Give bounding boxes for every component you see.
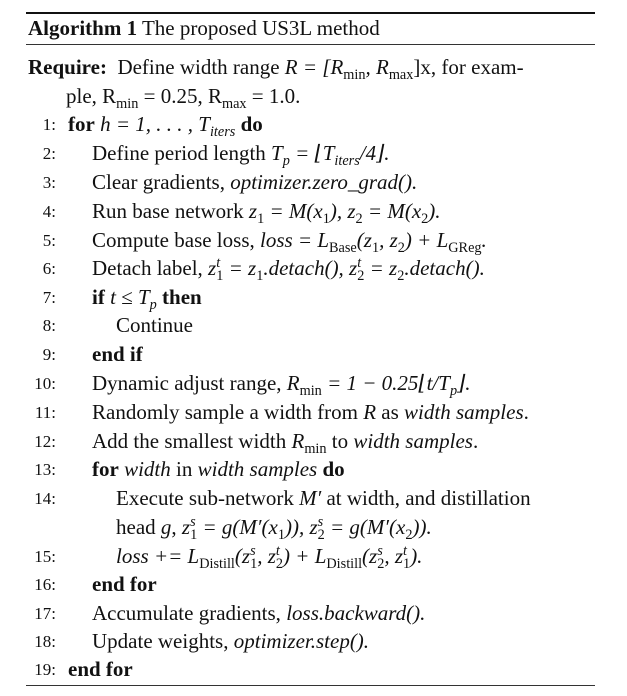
line-number: 7: xyxy=(42,288,56,307)
line-number: 15: xyxy=(34,547,56,566)
algorithm-title: The proposed US3L method xyxy=(141,16,380,40)
line-number: 17: xyxy=(34,604,56,623)
line-number: 9: xyxy=(42,345,56,364)
require-math: $R = [R_{min}$, $R_{max}$ xyxy=(284,55,414,84)
line-number: 4: xyxy=(42,202,56,221)
line-number: 6: xyxy=(42,259,56,278)
line-number: 16: xyxy=(34,575,56,594)
line-number: 11: xyxy=(34,403,56,422)
caption-rule xyxy=(26,44,595,45)
algorithm-caption xyxy=(28,13,380,43)
keyword: end for xyxy=(92,572,157,596)
require-tail: ]x, for exam- xyxy=(413,55,524,79)
keyword: if xyxy=(92,285,105,309)
keyword: do xyxy=(240,112,263,136)
line-number: 18: xyxy=(34,632,56,651)
keyword: end for xyxy=(68,657,133,681)
line-number: 10: xyxy=(34,374,56,393)
require-text: Define width range xyxy=(117,55,280,79)
keyword: for xyxy=(68,112,95,136)
line-number: 19: xyxy=(34,660,56,679)
keyword: end if xyxy=(92,342,143,366)
line-number: 14: xyxy=(34,489,56,508)
line-number: 12: xyxy=(34,432,56,451)
line-number: 3: xyxy=(42,173,56,192)
keyword: then xyxy=(162,285,202,309)
line-number: 5: xyxy=(42,231,56,250)
line-number: 8: xyxy=(42,316,56,335)
line-number: 1: xyxy=(42,115,56,134)
algorithm-label: Algorithm 1 xyxy=(28,16,138,40)
require-line xyxy=(28,53,524,82)
keyword: do xyxy=(322,457,345,481)
keyword: for xyxy=(92,457,119,481)
require-continuation: ple, $R_{min} = 0.25$, $R_{max} = 1.0$. xyxy=(66,84,301,113)
line-number: 13: xyxy=(34,460,56,479)
bottom-rule xyxy=(26,685,595,686)
line-number: 2: xyxy=(42,144,56,163)
require-label: Require: xyxy=(28,55,107,79)
